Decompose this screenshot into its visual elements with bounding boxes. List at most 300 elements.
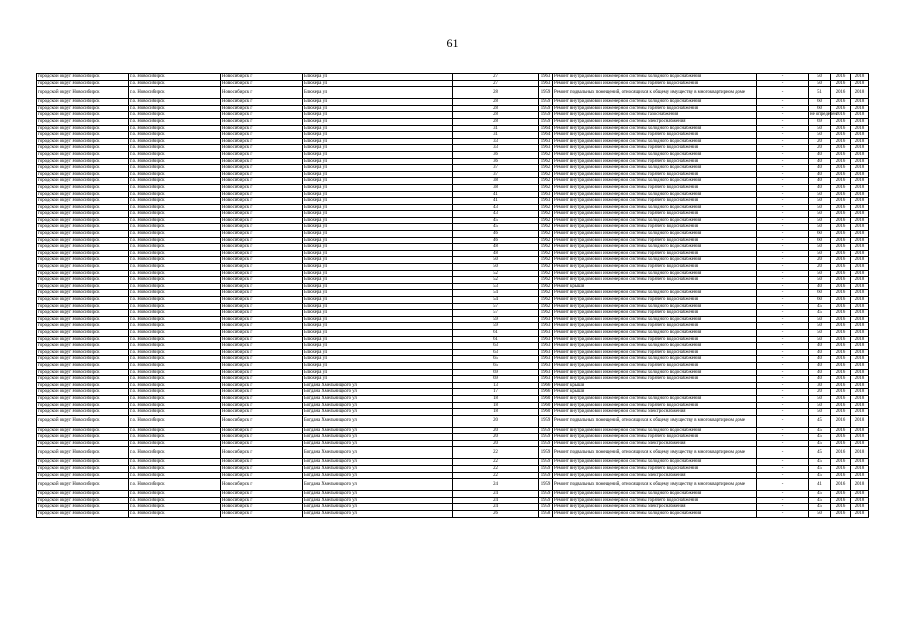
cell-year: 1962	[539, 303, 553, 310]
cell-start: 2016	[831, 132, 851, 139]
cell-start: 2016	[831, 343, 851, 350]
table-row	[37, 125, 869, 132]
cell-street: Блюхера ул	[303, 231, 453, 238]
table-row	[37, 409, 869, 416]
cell-city: Новосибирск г	[221, 165, 303, 172]
cell-house: 38	[453, 178, 539, 185]
cell-year: 1959	[539, 459, 553, 466]
cell-work: Ремонт внутридомовой инженерной системы горячего водоснабжения	[553, 323, 757, 330]
cell-start: 2016	[831, 376, 851, 383]
cell-city: Новосибирск г	[221, 323, 303, 330]
cell-house: 20	[453, 427, 539, 434]
cell-price: 60	[809, 237, 831, 244]
cell-work: Ремонт внутридомовой инженерной системы горячего водоснабжения	[553, 277, 757, 284]
table-row	[37, 415, 869, 427]
cell-house: 57	[453, 303, 539, 310]
cell-house: 28	[453, 87, 539, 99]
cell-end: 2018	[851, 343, 869, 350]
table-row	[37, 434, 869, 441]
cell-okrug: городской округ Новосибирск	[37, 343, 129, 350]
cell-street: Богдана Хмельницкого ул	[303, 382, 453, 389]
cell-year: 1959	[539, 112, 553, 119]
cell-end: 2018	[851, 198, 869, 205]
cell-end: 2018	[851, 497, 869, 504]
cell-settlement: г.о. Новосибирск	[129, 356, 221, 363]
cell-city: Новосибирск г	[221, 459, 303, 466]
cell-year: 1960	[539, 409, 553, 416]
table-row	[37, 459, 869, 466]
cell-street: Богдана Хмельницкого ул	[303, 447, 453, 459]
cell-start: 2016	[831, 389, 851, 396]
cell-end: 2018	[851, 415, 869, 427]
cell-okrug: городской округ Новосибирск	[37, 211, 129, 218]
cell-street: Богдана Хмельницкого ул	[303, 511, 453, 518]
cell-year: 1963	[539, 198, 553, 205]
cell-start: 2016	[831, 283, 851, 290]
cell-city: Новосибирск г	[221, 303, 303, 310]
cell-house: 22	[453, 466, 539, 473]
cell-work: Ремонт внутридомовой инженерной системы холодного водоснабжения	[553, 459, 757, 466]
cell-price: 40	[809, 151, 831, 158]
table-row	[37, 356, 869, 363]
cell-end: 2018	[851, 479, 869, 491]
cell-start: 2016	[831, 466, 851, 473]
cell-house: 46	[453, 231, 539, 238]
cell-house: 53	[453, 283, 539, 290]
cell-end: 2018	[851, 336, 869, 343]
cell-settlement: г.о. Новосибирск	[129, 217, 221, 224]
cell-house: 54	[453, 290, 539, 297]
cell-start: 2016	[831, 297, 851, 304]
cell-price: 20	[809, 145, 831, 152]
cell-start: 2016	[831, 362, 851, 369]
cell-year: 1966	[539, 382, 553, 389]
cell-okrug: городской округ Новосибирск	[37, 415, 129, 427]
cell-city: Новосибирск г	[221, 138, 303, 145]
cell-okrug: городской округ Новосибирск	[37, 237, 129, 244]
cell-start: 2016	[831, 257, 851, 264]
cell-dash: -	[757, 87, 809, 99]
cell-settlement: г.о. Новосибирск	[129, 376, 221, 383]
cell-dash: -	[757, 376, 809, 383]
cell-house: 43	[453, 204, 539, 211]
cell-house: 61	[453, 329, 539, 336]
cell-work: Ремонт внутридомовой инженерной системы холодного водоснабжения	[553, 191, 757, 198]
cell-settlement: г.о. Новосибирск	[129, 171, 221, 178]
cell-okrug: городской округ Новосибирск	[37, 257, 129, 264]
cell-year: 1959	[539, 440, 553, 447]
cell-year: 1962	[539, 224, 553, 231]
cell-work: Ремонт внутридомовой инженерной системы холодного водоснабжения	[553, 491, 757, 498]
cell-work: Ремонт внутридомовой инженерной системы холодного водоснабжения	[553, 125, 757, 132]
table-row	[37, 80, 869, 87]
cell-street: Блюхера ул	[303, 105, 453, 112]
cell-year: 1963	[539, 191, 553, 198]
cell-street: Богдана Хмельницкого ул	[303, 466, 453, 473]
cell-city: Новосибирск г	[221, 178, 303, 185]
cell-okrug: городской округ Новосибирск	[37, 329, 129, 336]
cell-house: 13	[453, 382, 539, 389]
cell-price: 40	[809, 343, 831, 350]
table-row	[37, 323, 869, 330]
cell-start: 2016	[831, 382, 851, 389]
cell-dash: -	[757, 310, 809, 317]
cell-price: 50	[809, 217, 831, 224]
cell-dash: -	[757, 112, 809, 119]
cell-price: 45	[809, 497, 831, 504]
cell-work: Ремонт внутридомовой инженерной системы холодного водоснабжения	[553, 356, 757, 363]
table-row	[37, 118, 869, 125]
cell-end: 2018	[851, 80, 869, 87]
cell-house: 69	[453, 369, 539, 376]
cell-dash: -	[757, 402, 809, 409]
cell-city: Новосибирск г	[221, 118, 303, 125]
cell-city: Новосибирск г	[221, 369, 303, 376]
cell-work: Ремонт внутридомовой инженерной системы горячего водоснабжения	[553, 80, 757, 87]
cell-price: 50	[809, 270, 831, 277]
cell-year: 1962	[539, 310, 553, 317]
cell-start: 2016	[831, 244, 851, 251]
cell-end: 2018	[851, 447, 869, 459]
cell-start: 2016	[831, 479, 851, 491]
cell-settlement: г.о. Новосибирск	[129, 112, 221, 119]
cell-settlement: г.о. Новосибирск	[129, 316, 221, 323]
cell-okrug: городской округ Новосибирск	[37, 231, 129, 238]
cell-end: 2018	[851, 99, 869, 106]
cell-street: Блюхера ул	[303, 145, 453, 152]
cell-dash: -	[757, 250, 809, 257]
cell-price: 50	[809, 191, 831, 198]
cell-year: 1959	[539, 504, 553, 511]
cell-start: 2016	[831, 184, 851, 191]
cell-street: Блюхера ул	[303, 237, 453, 244]
table-row	[37, 184, 869, 191]
cell-work: Ремонт внутридомовой инженерной системы холодного водоснабжения	[553, 511, 757, 518]
cell-settlement: г.о. Новосибирск	[129, 270, 221, 277]
cell-end: 2018	[851, 466, 869, 473]
cell-okrug: городской округ Новосибирск	[37, 158, 129, 165]
cell-price: 60	[809, 297, 831, 304]
cell-start: 2016	[831, 303, 851, 310]
cell-city: Новосибирск г	[221, 125, 303, 132]
cell-price: 40	[809, 171, 831, 178]
cell-end: 2018	[851, 310, 869, 317]
cell-street: Блюхера ул	[303, 171, 453, 178]
cell-city: Новосибирск г	[221, 257, 303, 264]
cell-start: 2016	[831, 158, 851, 165]
cell-city: Новосибирск г	[221, 198, 303, 205]
cell-end: 2018	[851, 382, 869, 389]
cell-house: 28	[453, 118, 539, 125]
cell-end: 2018	[851, 329, 869, 336]
cell-start: 2016	[831, 427, 851, 434]
cell-price: 50	[809, 277, 831, 284]
table-row	[37, 171, 869, 178]
cell-street: Блюхера ул	[303, 125, 453, 132]
cell-end: 2018	[851, 290, 869, 297]
cell-street: Блюхера ул	[303, 290, 453, 297]
table-row	[37, 178, 869, 185]
table-row	[37, 447, 869, 459]
cell-start: 2016	[831, 472, 851, 479]
cell-settlement: г.о. Новосибирск	[129, 343, 221, 350]
table-row	[37, 250, 869, 257]
cell-price: 50	[809, 409, 831, 416]
cell-street: Блюхера ул	[303, 132, 453, 139]
cell-price: 60	[809, 105, 831, 112]
cell-street: Блюхера ул	[303, 356, 453, 363]
table-row	[37, 191, 869, 198]
table-row	[37, 112, 869, 119]
cell-dash: -	[757, 409, 809, 416]
cell-start: 2016	[831, 323, 851, 330]
cell-city: Новосибирск г	[221, 382, 303, 389]
cell-year: 1962	[539, 231, 553, 238]
cell-start: 2016	[831, 409, 851, 416]
cell-price: 50	[809, 132, 831, 139]
cell-work: Ремонт внутридомовой инженерной системы горячего водоснабжения	[553, 466, 757, 473]
cell-house: 20	[453, 434, 539, 441]
cell-work: Ремонт внутридомовой инженерной системы холодного водоснабжения	[553, 204, 757, 211]
cell-city: Новосибирск г	[221, 277, 303, 284]
cell-okrug: городской округ Новосибирск	[37, 125, 129, 132]
cell-dash: -	[757, 440, 809, 447]
cell-street: Богдана Хмельницкого ул	[303, 402, 453, 409]
cell-okrug: городской округ Новосибирск	[37, 479, 129, 491]
cell-start: 2016	[831, 125, 851, 132]
cell-okrug: городской округ Новосибирск	[37, 138, 129, 145]
cell-price: 20	[809, 389, 831, 396]
cell-price: 40	[809, 178, 831, 185]
cell-year: 1959	[539, 491, 553, 498]
cell-start: 2016	[831, 277, 851, 284]
cell-work: Ремонт подвальных помещений, относящихся к общему имуществу в многоквартирном доме	[553, 415, 757, 427]
cell-end: 2018	[851, 145, 869, 152]
cell-street: Блюхера ул	[303, 270, 453, 277]
cell-city: Новосибирск г	[221, 264, 303, 271]
cell-year: 1966	[539, 389, 553, 396]
cell-okrug: городской округ Новосибирск	[37, 277, 129, 284]
cell-city: Новосибирск г	[221, 427, 303, 434]
cell-dash: -	[757, 277, 809, 284]
cell-settlement: г.о. Новосибирск	[129, 244, 221, 251]
cell-dash: -	[757, 329, 809, 336]
cell-price: 45	[809, 310, 831, 317]
cell-work: Ремонт внутридомовой инженерной системы горячего водоснабжения	[553, 145, 757, 152]
cell-street: Блюхера ул	[303, 138, 453, 145]
cell-work: Ремонт внутридомовой инженерной системы горячего водоснабжения	[553, 224, 757, 231]
cell-work: Ремонт внутридомовой инженерной системы горячего водоснабжения	[553, 402, 757, 409]
cell-year: 1962	[539, 151, 553, 158]
cell-work: Ремонт внутридомовой инженерной системы горячего водоснабжения	[553, 310, 757, 317]
cell-house: 59	[453, 316, 539, 323]
cell-price: 50	[809, 511, 831, 518]
cell-settlement: г.о. Новосибирск	[129, 165, 221, 172]
cell-okrug: городской округ Новосибирск	[37, 511, 129, 518]
cell-dash: -	[757, 198, 809, 205]
cell-end: 2018	[851, 472, 869, 479]
cell-okrug: городской округ Новосибирск	[37, 87, 129, 99]
cell-year: 1963	[539, 343, 553, 350]
cell-start: 2016	[831, 138, 851, 145]
cell-city: Новосибирск г	[221, 389, 303, 396]
cell-price: 30	[809, 382, 831, 389]
table-row	[37, 257, 869, 264]
cell-year: 1962	[539, 244, 553, 251]
cell-end: 2018	[851, 138, 869, 145]
cell-price: 40	[809, 165, 831, 172]
cell-start: 2016	[831, 369, 851, 376]
cell-city: Новосибирск г	[221, 329, 303, 336]
cell-dash: -	[757, 125, 809, 132]
cell-okrug: городской округ Новосибирск	[37, 310, 129, 317]
cell-work: Ремонт внутридомовой инженерной системы газоснабжения	[553, 112, 757, 119]
cell-start: 2016	[831, 349, 851, 356]
cell-house: 18	[453, 402, 539, 409]
cell-price: 50	[809, 244, 831, 251]
cell-settlement: г.о. Новосибирск	[129, 211, 221, 218]
cell-okrug: городской округ Новосибирск	[37, 145, 129, 152]
cell-work: Ремонт внутридомовой инженерной системы горячего водоснабжения	[553, 105, 757, 112]
cell-end: 2018	[851, 105, 869, 112]
cell-end: 2018	[851, 191, 869, 198]
cell-settlement: г.о. Новосибирск	[129, 310, 221, 317]
cell-settlement: г.о. Новосибирск	[129, 395, 221, 402]
cell-work: Ремонт подвальных помещений, относящихся к общему имуществу в многоквартирном доме	[553, 479, 757, 491]
cell-dash: -	[757, 105, 809, 112]
cell-year: 1963	[539, 316, 553, 323]
cell-year: 1962	[539, 283, 553, 290]
cell-end: 2018	[851, 224, 869, 231]
cell-city: Новосибирск г	[221, 211, 303, 218]
cell-work: Ремонт внутридомовой инженерной системы холодного водоснабжения	[553, 343, 757, 350]
cell-city: Новосибирск г	[221, 171, 303, 178]
cell-price: 50	[809, 211, 831, 218]
cell-work: Ремонт крыши	[553, 389, 757, 396]
cell-house: 22	[453, 459, 539, 466]
cell-house: 52	[453, 277, 539, 284]
cell-street: Блюхера ул	[303, 74, 453, 81]
cell-city: Новосибирск г	[221, 87, 303, 99]
cell-house: 69	[453, 376, 539, 383]
cell-city: Новосибирск г	[221, 343, 303, 350]
cell-work: Ремонт подвальных помещений, относящихся к общему имуществу в многоквартирном доме	[553, 87, 757, 99]
cell-start: 2016	[831, 105, 851, 112]
cell-dash: -	[757, 283, 809, 290]
cell-okrug: городской округ Новосибирск	[37, 466, 129, 473]
cell-start: 2016	[831, 336, 851, 343]
cell-price: 50	[809, 250, 831, 257]
cell-street: Блюхера ул	[303, 323, 453, 330]
cell-okrug: городской округ Новосибирск	[37, 165, 129, 172]
cell-end: 2018	[851, 440, 869, 447]
cell-city: Новосибирск г	[221, 112, 303, 119]
cell-street: Блюхера ул	[303, 349, 453, 356]
cell-dash: -	[757, 356, 809, 363]
table-row	[37, 237, 869, 244]
cell-end: 2018	[851, 132, 869, 139]
cell-street: Блюхера ул	[303, 191, 453, 198]
cell-okrug: городской округ Новосибирск	[37, 118, 129, 125]
cell-street: Блюхера ул	[303, 204, 453, 211]
cell-work: Ремонт внутридомовой инженерной системы холодного водоснабжения	[553, 303, 757, 310]
cell-house: 20	[453, 440, 539, 447]
cell-settlement: г.о. Новосибирск	[129, 504, 221, 511]
cell-settlement: г.о. Новосибирск	[129, 191, 221, 198]
cell-okrug: городской округ Новосибирск	[37, 250, 129, 257]
cell-price: 50	[809, 316, 831, 323]
cell-okrug: городской округ Новосибирск	[37, 105, 129, 112]
cell-start: 2016	[831, 310, 851, 317]
table-row	[37, 290, 869, 297]
cell-year: 1962	[539, 165, 553, 172]
cell-year: 1962	[539, 277, 553, 284]
cell-street: Блюхера ул	[303, 277, 453, 284]
cell-settlement: г.о. Новосибирск	[129, 74, 221, 81]
cell-start: 2016	[831, 191, 851, 198]
cell-street: Богдана Хмельницкого ул	[303, 415, 453, 427]
cell-city: Новосибирск г	[221, 356, 303, 363]
cell-street: Блюхера ул	[303, 99, 453, 106]
cell-year: 1963	[539, 323, 553, 330]
cell-year: 1962	[539, 204, 553, 211]
cell-city: Новосибирск г	[221, 409, 303, 416]
cell-house: 31	[453, 132, 539, 139]
cell-okrug: городской округ Новосибирск	[37, 264, 129, 271]
cell-start: 2016	[831, 402, 851, 409]
cell-settlement: г.о. Новосибирск	[129, 151, 221, 158]
cell-house: 65	[453, 356, 539, 363]
cell-end: 2018	[851, 118, 869, 125]
cell-settlement: г.о. Новосибирск	[129, 511, 221, 518]
cell-dash: -	[757, 336, 809, 343]
cell-settlement: г.о. Новосибирск	[129, 409, 221, 416]
cell-street: Богдана Хмельницкого ул	[303, 497, 453, 504]
cell-city: Новосибирск г	[221, 158, 303, 165]
cell-street: Блюхера ул	[303, 310, 453, 317]
cell-start: 2016	[831, 217, 851, 224]
cell-work: Ремонт внутридомовой инженерной системы холодного водоснабжения	[553, 290, 757, 297]
table-row	[37, 87, 869, 99]
cell-work: Ремонт внутридомовой инженерной системы холодного водоснабжения	[553, 217, 757, 224]
cell-year: 1959	[539, 87, 553, 99]
table-row	[37, 382, 869, 389]
cell-city: Новосибирск г	[221, 99, 303, 106]
cell-okrug: городской округ Новосибирск	[37, 356, 129, 363]
cell-city: Новосибирск г	[221, 440, 303, 447]
cell-house: 33	[453, 145, 539, 152]
cell-city: Новосибирск г	[221, 434, 303, 441]
table-row	[37, 244, 869, 251]
cell-end: 2018	[851, 303, 869, 310]
cell-street: Блюхера ул	[303, 158, 453, 165]
cell-dash: -	[757, 145, 809, 152]
cell-work: Ремонт внутридомовой инженерной системы холодного водоснабжения	[553, 99, 757, 106]
cell-year: 1959	[539, 472, 553, 479]
cell-street: Блюхера ул	[303, 217, 453, 224]
cell-okrug: городской округ Новосибирск	[37, 491, 129, 498]
cell-work: Ремонт внутридомовой инженерной системы холодного водоснабжения	[553, 427, 757, 434]
cell-house: 24	[453, 479, 539, 491]
cell-okrug: городской округ Новосибирск	[37, 132, 129, 139]
cell-street: Блюхера ул	[303, 257, 453, 264]
cell-street: Богдана Хмельницкого ул	[303, 472, 453, 479]
cell-work: Ремонт внутридомовой инженерной системы горячего водоснабжения	[553, 198, 757, 205]
cell-dash: -	[757, 178, 809, 185]
cell-okrug: городской округ Новосибирск	[37, 316, 129, 323]
cell-house: 24	[453, 504, 539, 511]
table-row	[37, 270, 869, 277]
